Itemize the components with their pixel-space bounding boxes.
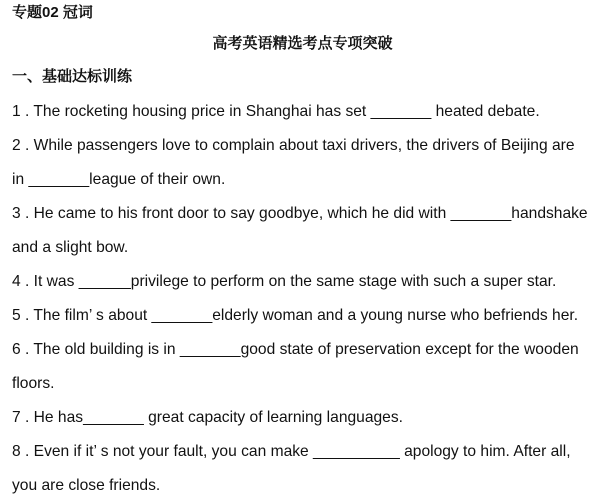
question-6-line-2: floors.	[12, 375, 55, 392]
topic-heading: 专题02 冠词	[12, 4, 93, 21]
section-heading: 一、基础达标训练	[12, 68, 133, 85]
question-5-line-1: 5 . The film’ s about _______elderly woman and a young nurse who befriends her.	[12, 307, 579, 324]
question-2-line-2: in _______league of their own.	[12, 171, 226, 188]
question-3-line-2: and a slight bow.	[12, 239, 129, 256]
question-6-line-1: 6 . The old building is in _______good state of preservation except for the wooden	[12, 341, 579, 358]
question-7-line-1: 7 . He has_______ great capacity of learning languages.	[12, 409, 403, 426]
question-8-line-2: you are close friends.	[12, 477, 161, 494]
question-8-line-1: 8 . Even if it’ s not your fault, you can make __________ apology to him. After all,	[12, 443, 571, 460]
document-title: 高考英语精选考点专项突破	[212, 35, 393, 52]
question-3-line-1: 3 . He came to his front door to say goodbye, which he did with _______handshake	[12, 205, 588, 222]
question-4-line-1: 4 . It was ______privilege to perform on the same stage with such a super star.	[12, 273, 557, 290]
question-2-line-1: 2 . While passengers love to complain about taxi drivers, the drivers of Beijing are	[12, 137, 575, 154]
question-1-line-1: 1 . The rocketing housing price in Shanghai has set _______ heated debate.	[12, 103, 540, 120]
